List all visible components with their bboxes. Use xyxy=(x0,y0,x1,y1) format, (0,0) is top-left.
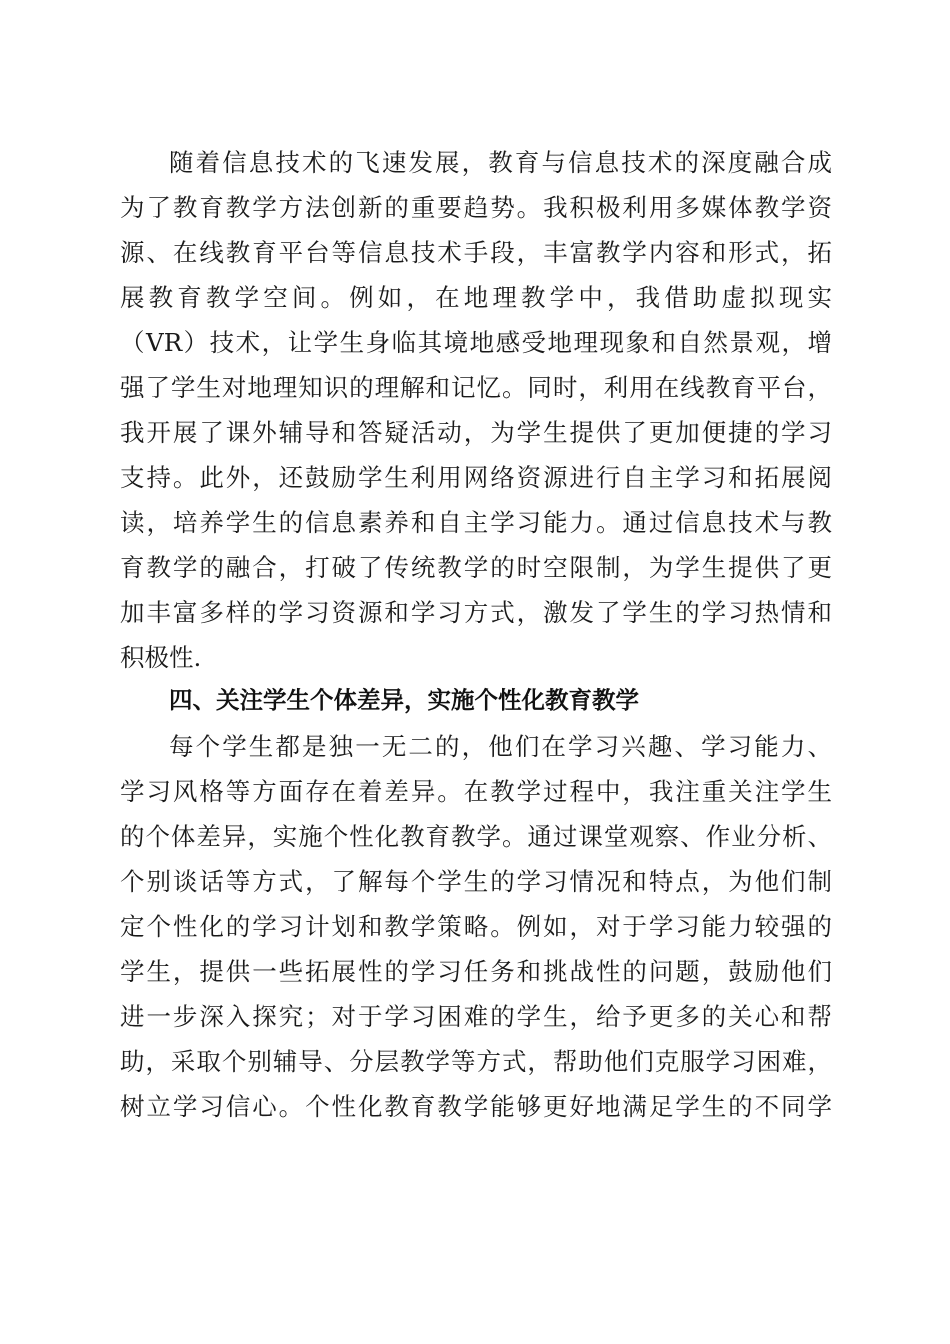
paragraph-2-line-6: 学生，提供一些拓展性的学习任务和挑战性的问题，鼓励他们 xyxy=(120,957,832,986)
paragraph-1-line-7: 我开展了课外辅导和答疑活动，为学生提供了更加便捷的学习 xyxy=(120,418,832,447)
paragraph-1-line-8: 支持。此外，还鼓励学生利用网络资源进行自主学习和拓展阅 xyxy=(120,463,832,492)
section-4-heading: 四、关注学生个体差异，实施个性化教育教学 xyxy=(169,686,639,714)
paragraph-1-line-4: 展教育教学空间。例如，在地理教学中，我借助虚拟现实 xyxy=(120,283,832,312)
paragraph-1-line-6: 强了学生对地理知识的理解和记忆。同时，利用在线教育平台， xyxy=(120,373,832,402)
paragraph-2-line-1: 每个学生都是独一无二的，他们在学习兴趣、学习能力、 xyxy=(169,732,832,761)
paragraph-1-line-1: 随着信息技术的飞速发展，教育与信息技术的深度融合成 xyxy=(169,148,832,177)
paragraph-2-line-3: 的个体差异，实施个性化教育教学。通过课堂观察、作业分析、 xyxy=(120,822,832,851)
paragraph-1-line-9: 读，培养学生的信息素养和自主学习能力。通过信息技术与教 xyxy=(120,508,832,537)
paragraph-2-line-5: 定个性化的学习计划和教学策略。例如，对于学习能力较强的 xyxy=(120,912,832,941)
paragraph-1-line-10: 育教学的融合，打破了传统教学的时空限制，为学生提供了更 xyxy=(120,553,832,582)
paragraph-1-line-2: 为了教育教学方法创新的重要趋势。我积极利用多媒体教学资 xyxy=(120,193,832,222)
paragraph-1-line-12: 积极性. xyxy=(120,643,202,672)
paragraph-2-line-2: 学习风格等方面存在着差异。在教学过程中，我注重关注学生 xyxy=(120,777,832,806)
paragraph-1-line-3: 源、在线教育平台等信息技术手段，丰富教学内容和形式，拓 xyxy=(120,238,832,267)
paragraph-2-line-9: 树立学习信心。个性化教育教学能够更好地满足学生的不同学 xyxy=(120,1092,832,1121)
paragraph-2-line-7: 进一步深入探究；对于学习困难的学生，给予更多的关心和帮 xyxy=(120,1002,832,1031)
paragraph-1-line-11: 加丰富多样的学习资源和学习方式，激发了学生的学习热情和 xyxy=(120,598,832,627)
paragraph-2-line-8: 助，采取个别辅导、分层教学等方式，帮助他们克服学习困难， xyxy=(120,1047,832,1076)
paragraph-2-line-4: 个别谈话等方式，了解每个学生的学习情况和特点，为他们制 xyxy=(120,867,832,896)
paragraph-1-line-5: （VR）技术，让学生身临其境地感受地理现象和自然景观，增 xyxy=(120,328,832,357)
